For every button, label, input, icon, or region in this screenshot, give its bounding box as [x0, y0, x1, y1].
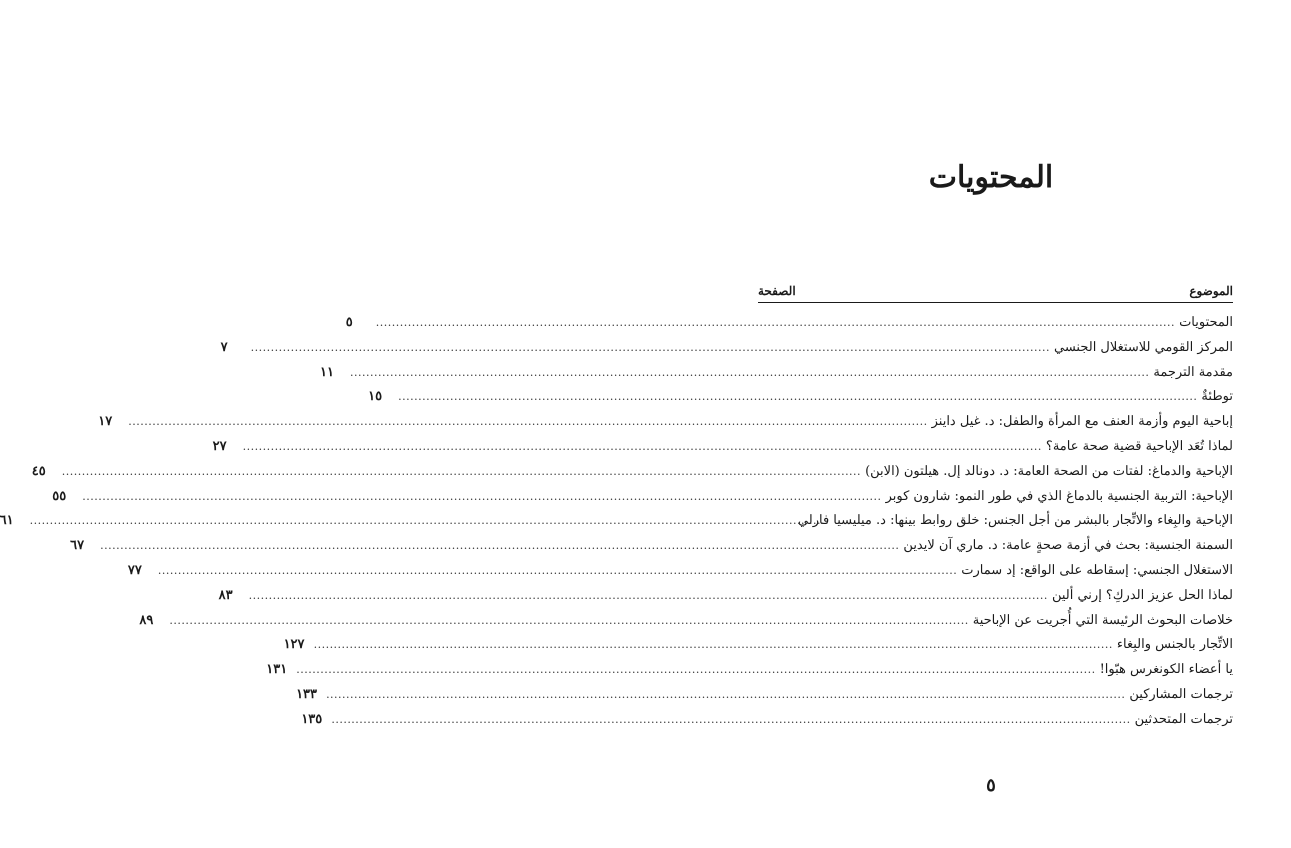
toc-entry-title: لماذا تُعَد الإباحية قضية صحة عامة؟	[1045, 438, 1233, 454]
dot-leader: ........................................................................................................................................................................................................	[100, 539, 900, 553]
toc-entry-page: ١١	[320, 364, 335, 380]
toc-entry[interactable]	[345, 311, 1233, 336]
toc-entry-title: المركز القومي للاستغلال الجنسي	[1053, 339, 1233, 355]
toc-entry-title: ترجمات المتحدثين	[1134, 711, 1233, 727]
dot-leader: ........................................................................................................................................................................................................	[242, 439, 1042, 453]
dot-leader: ........................................................................................................................................................................................................	[326, 687, 1126, 701]
topic-column-header: الموضوع	[1189, 284, 1233, 298]
dot-leader: ........................................................................................................................................................................................................	[157, 563, 958, 577]
toc-entry[interactable]	[212, 435, 1233, 460]
toc-entry[interactable]	[52, 485, 1233, 510]
toc-entry-title: إباحية اليوم وأزمة العنف مع المرأة والطفل: د. غيل داينز	[931, 414, 1233, 430]
toc-header	[758, 280, 1233, 303]
toc-entry-page: ٨٣	[218, 587, 233, 603]
toc-entry[interactable]	[266, 658, 1233, 683]
toc-entry-page: ٤٥	[31, 463, 46, 479]
toc-entry-title: السمنة الجنسية: بحث في أزمة صحةٍ عامة: د. ماري آن لايدين	[903, 538, 1233, 554]
toc-entry[interactable]	[368, 385, 1233, 410]
toc-entry-page: ١٢٧	[283, 637, 305, 653]
toc-entry-title: يا أعضاء الكونغرس هبّوا!	[1099, 662, 1233, 678]
toc-entry-page: ١٧	[98, 414, 113, 430]
dot-leader: ........................................................................................................................................................................................................	[350, 365, 1150, 379]
toc-entry-title: المحتويات	[1179, 315, 1233, 330]
toc-entry-page: ٨٩	[139, 612, 154, 628]
toc-entry-title: الإباحية: التربية الجنسية بالدماغ الذي في طور النمو: شارون كوبر	[885, 488, 1233, 504]
dot-leader: ........................................................................................................................................................................................................	[313, 638, 1113, 652]
dot-leader: ........................................................................................................................................................................................................	[398, 390, 1198, 404]
dot-leader: ........................................................................................................................................................................................................	[331, 712, 1131, 726]
dot-leader: ........................................................................................................................................................................................................	[250, 340, 1050, 354]
toc-entry-title: لماذا الحل عزيز الدركِ؟ إرني ألين	[1051, 587, 1233, 603]
toc-entry-page: ١٥	[368, 389, 383, 405]
toc-entry-page: ٥	[345, 315, 353, 330]
toc-entry[interactable]	[320, 361, 1233, 386]
toc-entry[interactable]	[127, 559, 1233, 584]
toc-entry-title: توطئةٌ	[1201, 389, 1233, 405]
toc-entry[interactable]	[31, 460, 1233, 485]
dot-leader: ........................................................................................................................................................................................................	[61, 464, 862, 478]
toc-entry[interactable]	[301, 708, 1233, 733]
toc-entry-title: الإباحية والبِغاء والاتِّجار بالبشر من أجل الجنس: خلق روابط بينها: د. ميليسيا فارلي	[797, 513, 1233, 529]
toc-entry-page: ٦١	[0, 513, 14, 529]
dot-leader: ........................................................................................................................................................................................................	[82, 489, 882, 503]
toc-entry-page: ١٣١	[266, 662, 288, 678]
toc-entry-page: ٧٧	[127, 562, 142, 578]
toc-entry-title: خلاصات البحوث الرئيسة التي أُجريت عن الإباحية	[972, 612, 1233, 628]
toc-entry-page: ١٣٣	[296, 686, 318, 702]
toc-entry[interactable]	[296, 683, 1233, 708]
toc-entry-page: ٦٧	[70, 538, 85, 554]
toc-entry-page: ١٣٥	[301, 711, 323, 727]
toc-entry-title: الاتِّجار بالجنس والبِغاء	[1116, 637, 1233, 653]
page-title: المحتويات	[928, 160, 1054, 195]
toc-list	[0, 311, 1233, 733]
toc-entry-title: الاستغلال الجنسي: إسقاطه على الواقع: إد سمارت	[961, 562, 1233, 578]
toc-entry-page: ٧	[220, 339, 228, 355]
dot-leader: ........................................................................................................................................................................................................	[169, 613, 969, 627]
dot-leader: ........................................................................................................................................................................................................	[375, 316, 1176, 329]
toc-entry-page: ٥٥	[52, 488, 67, 504]
table-of-contents	[0, 280, 1233, 733]
dot-leader: ........................................................................................................................................................................................................	[128, 415, 928, 429]
toc-entry-title: ترجمات المشاركين	[1129, 686, 1233, 702]
toc-entry[interactable]	[283, 633, 1233, 658]
toc-entry[interactable]	[218, 584, 1233, 609]
toc-entry[interactable]	[220, 336, 1233, 361]
dot-leader: ........................................................................................................................................................................................................	[248, 588, 1048, 602]
toc-entry-page: ٢٧	[212, 438, 227, 454]
page-column-header: الصفحة	[758, 284, 796, 298]
toc-entry[interactable]	[0, 509, 1233, 534]
toc-entry[interactable]	[139, 609, 1233, 634]
dot-leader: ........................................................................................................................................................................................................	[296, 663, 1096, 677]
toc-entry-title: الإباحية والدماغ: لفتات من الصحة العامة: د. دونالد إل. هيلتون (الابن)	[865, 463, 1233, 479]
dot-leader: ........................................................................................................................................................................................................	[29, 514, 829, 528]
toc-entry[interactable]	[98, 410, 1233, 435]
toc-entry[interactable]	[70, 534, 1233, 559]
page-number: ٥	[986, 775, 996, 796]
toc-entry-title: مقدمة الترجمة	[1153, 364, 1233, 380]
